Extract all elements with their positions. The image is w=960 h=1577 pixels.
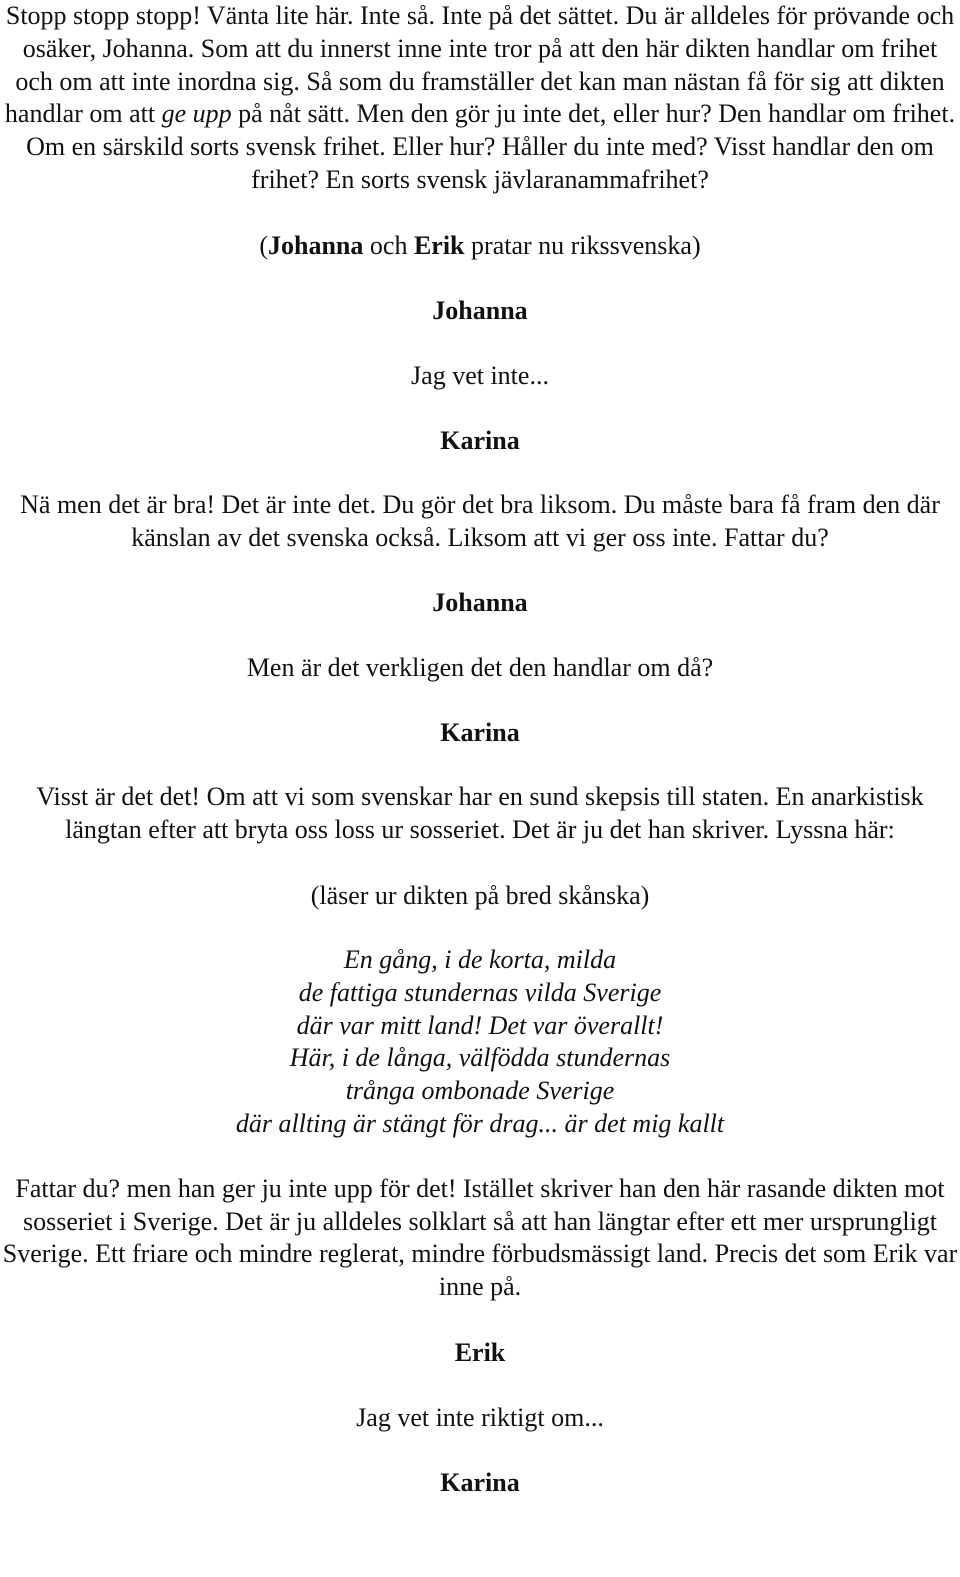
speaker-name: Karina <box>440 1467 520 1497</box>
poem-block <box>0 944 960 1141</box>
poem-line: trånga ombonade Sverige <box>345 1076 615 1106</box>
stage-name-johanna: Johanna <box>268 230 364 260</box>
speaker-name: Karina <box>440 425 520 455</box>
dialogue-line: Visst är det det! Om att vi som svenskar har en sund skepsis till staten. En anarkistisk längtan efter att bryta oss loss ur sosseriet. Det är ju det han skriver. Lyssna här: <box>36 782 924 845</box>
dialogue-line: Fattar du? men han ger ju inte upp för det! Istället skriver han den här rasande dikten mot sosseriet i Sverige. Det är ju alldeles solklart så att han längtar efter ett mer ursprungligt Sverige. Ett friare och mindre reglerat, mindre förbudsmässigt land. Precis det som Erik var inne på. <box>2 1173 958 1302</box>
speaker-name: Erik <box>454 1337 506 1367</box>
poem-line: Här, i de långa, välfödda stundernas <box>289 1043 671 1073</box>
dialogue-line: Jag vet inte riktigt om... <box>356 1402 604 1432</box>
intro-emphasis: ge upp <box>161 99 232 129</box>
intro-text-before: Stopp stopp stopp! Vänta lite här. Inte så. Inte på det sättet. Du är alldeles för prövande och osäker, Johanna. Som att du innerst inne inte tror på att den här dikten handlar om frihet och om att inte inordna sig. Så som du framställer det kan man nästan få för sig att dikten handlar om att <box>4 1 955 129</box>
speaker-name: Karina <box>440 718 520 748</box>
dialogue-line: Jag vet inte... <box>411 360 549 390</box>
stage-direction-reading: (läser ur dikten på bred skånska) <box>310 880 650 910</box>
poem-line: de fattiga stundernas vilda Sverige <box>298 977 662 1007</box>
intro-text-after: på nåt sätt. Men den gör ju inte det, eller hur? Den handlar om frihet. Om en särskild sorts svensk frihet. Eller hur? Håller du inte med? Visst handlar den om frihet? En sorts svensk jävlaranammafrihet? <box>26 99 956 194</box>
dialogue-line: Nä men det är bra! Det är inte det. Du gör det bra liksom. Du måste bara få fram den där känslan av det svenska också. Liksom att vi ger oss inte. Fattar du? <box>20 489 940 552</box>
poem-line: där allting är stängt för drag... är det mig kallt <box>235 1108 725 1138</box>
speaker-name: Johanna <box>432 295 528 325</box>
intro-paragraph <box>0 0 960 197</box>
stage-and: och <box>369 230 408 260</box>
poem-line: En gång, i de korta, milda <box>343 944 617 974</box>
poem-line: där var mitt land! Det var överallt! <box>296 1010 664 1040</box>
speaker-name: Johanna <box>432 588 528 618</box>
stage-open-paren: ( <box>259 230 269 260</box>
stage-name-erik: Erik <box>413 230 465 260</box>
stage-rest: pratar nu rikssvenska) <box>471 230 701 260</box>
dialogue-line: Men är det verkligen det den handlar om då? <box>246 653 714 683</box>
stage-direction-language <box>0 229 960 262</box>
